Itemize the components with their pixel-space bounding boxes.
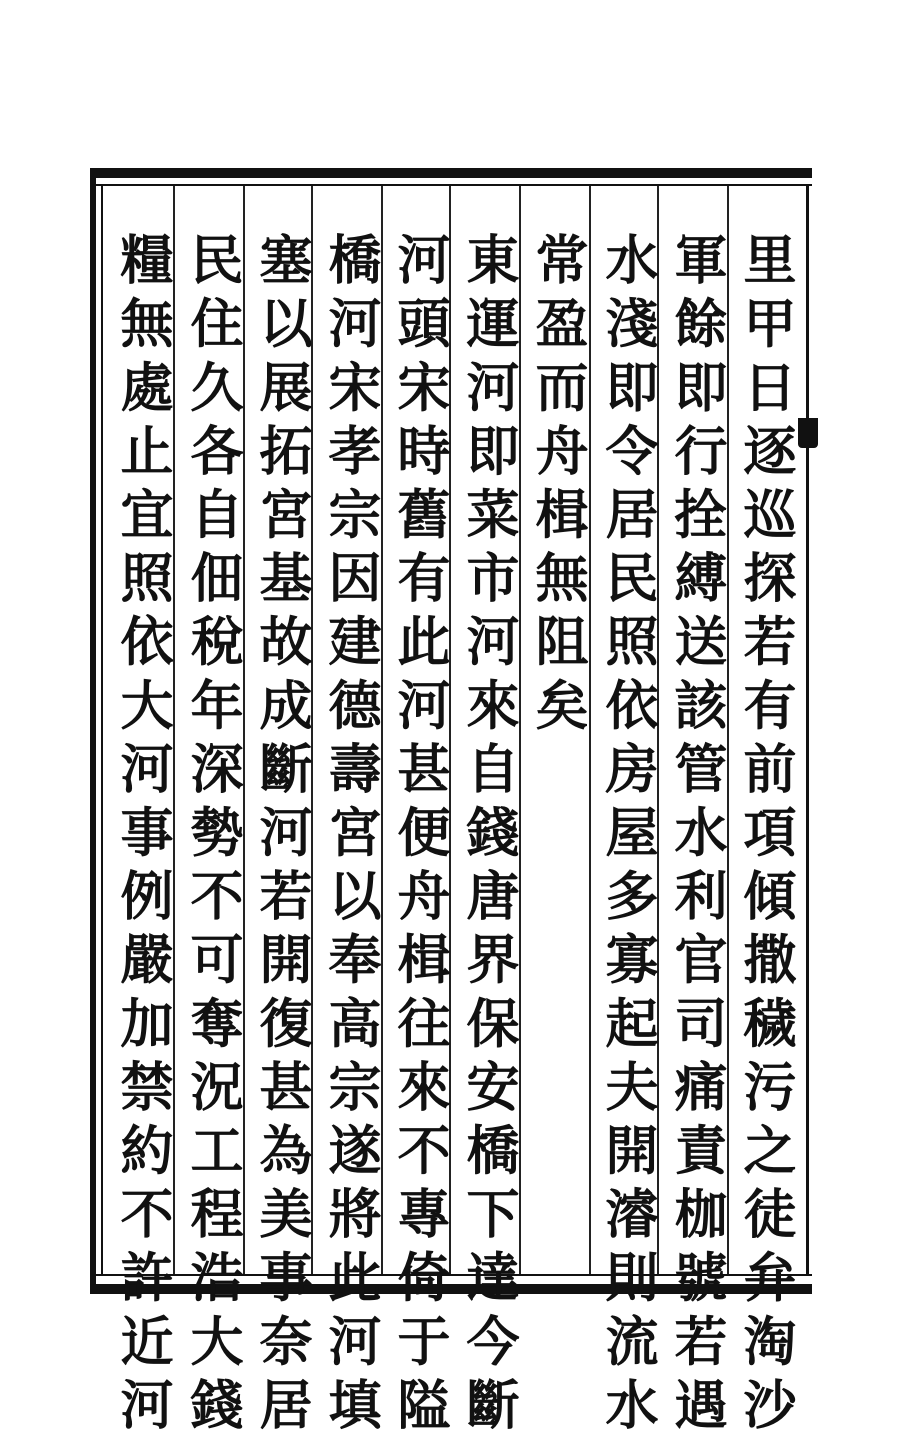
text-column-5: 東運河即菜市河來自錢唐界保安橋下達今斷 (458, 232, 520, 1440)
text-column-9: 民住久各自佃稅年深勢不可奪況工程浩大錢 (182, 232, 244, 1440)
text-column-6: 河頭宋時舊有此河甚便舟楫往來不專倚于隘 (389, 232, 451, 1440)
frame-right-border (806, 184, 809, 1276)
text-column-8: 塞以展拓宮基故成斷河若開復甚為美事奈居 (251, 232, 313, 1440)
text-column-7: 橋河宋孝宗因建德壽宮以奉高宗遂將此河填 (320, 232, 382, 1440)
text-column-4: 常盈而舟楫無阻矣 (527, 232, 589, 741)
fish-tail-mark (798, 418, 818, 448)
frame-top-border (90, 168, 812, 178)
column-divider (589, 186, 591, 1274)
text-column-3: 水淺即令居民照依房屋多寡起夫開濬則流水 (597, 232, 659, 1440)
text-column-10: 糧無處止宜照依大河事例嚴加禁約不許近河 (112, 232, 174, 1440)
text-column-1: 里甲日逐巡探若有前項傾撒穢污之徒弁淘沙 (735, 232, 797, 1440)
frame-left-border (90, 168, 96, 1294)
frame-top-inner-rule (96, 184, 812, 186)
text-column-2: 軍餘即行拴縛送該管水利官司痛責枷號若遇 (666, 232, 728, 1440)
frame-left-inner-rule (101, 184, 103, 1276)
